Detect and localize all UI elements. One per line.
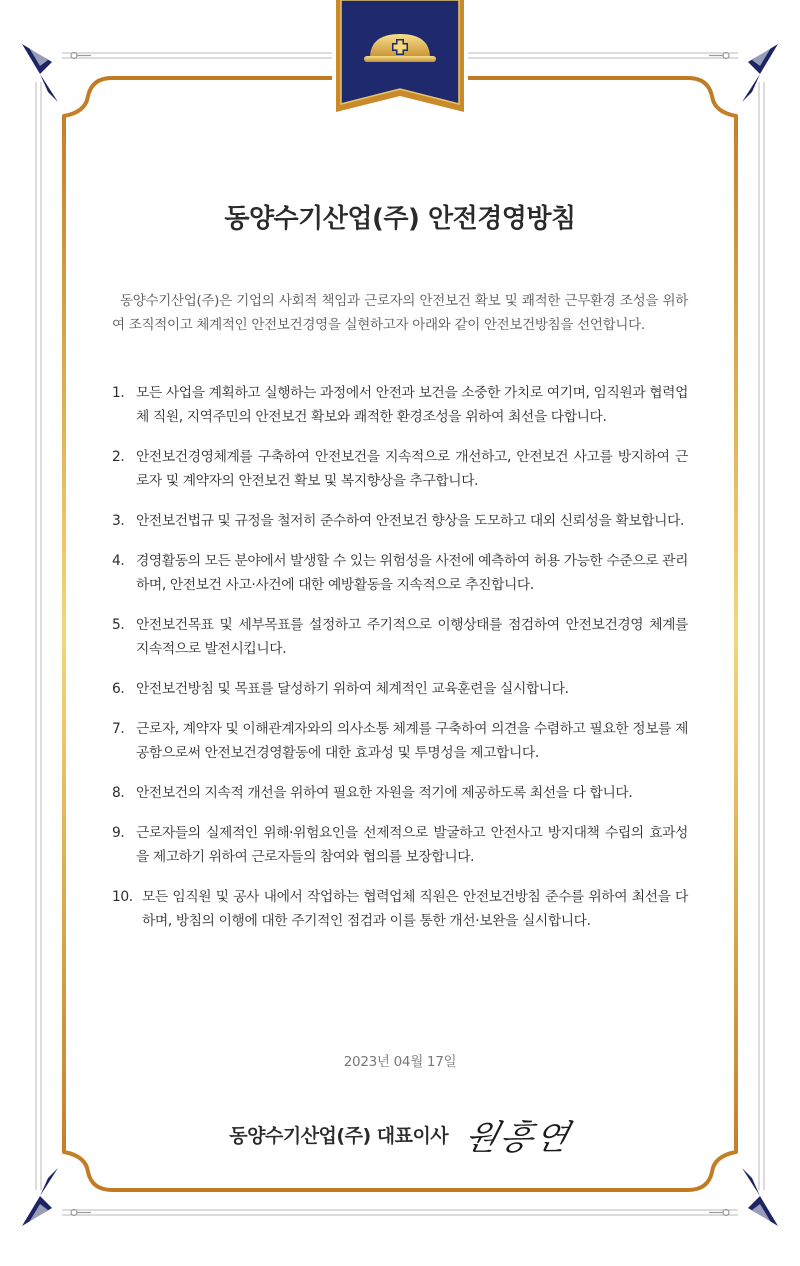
ceo-signature: 원흥연 [460, 1118, 575, 1158]
policy-list [112, 381, 688, 933]
policy-item: 4. 경영활동의 모든 분야에서 발생할 수 있는 위험성을 사전에 예측하여 허용 가능한 수준으로 관리하며, 안전보건 사고·사건에 대한 예방활동을 지속적으로 추진합니다. [112, 553, 689, 593]
policy-item: 6. 안전보건방침 및 목표를 달성하기 위하여 체계적인 교육훈련을 실시합니다. [112, 681, 569, 697]
policy-item: 1. 모든 사업을 계획하고 실행하는 과정에서 안전과 보건을 소중한 가치로 여기며, 임직원과 협력업체 직원, 지역주민의 안전보건 확보와 쾌적한 환경조성을 위하여 최선을 다합니다. [112, 385, 689, 425]
policy-item: 7. 근로자, 계약자 및 이해관계자와의 의사소통 체계를 구축하여 의견을 수렴하고 필요한 정보를 제공함으로써 안전보건경영활동에 대한 효과성 및 투명성을 제고합니다. [112, 721, 689, 761]
policy-item: 5. 안전보건목표 및 세부목표를 설정하고 주기적으로 이행상태를 점검하여 안전보건경영 체계를 지속적으로 발전시킵니다. [112, 617, 688, 657]
issue-date: 2023년 04월 17일 [343, 1054, 457, 1070]
intro-paragraph: 동양수기산업(주)은 기업의 사회적 책임과 근로자의 안전보건 확보 및 쾌적한 근무환경 조성을 위하여 조직적이고 체계적인 안전보건경영을 실현하고자 아래와 같이 안전보건방침을 선언합니다. [112, 293, 688, 333]
policy-item: 10. 모든 임직원 및 공사 내에서 작업하는 협력업체 직원은 안전보건방침 준수를 위하여 최선을 다하며, 방침의 이행에 대한 주기적인 점검과 이를 통한 개선·보완을 실시합니다. [112, 889, 688, 929]
policy-item: 8. 안전보건의 지속적 개선을 위하여 필요한 자원을 적기에 제공하도록 최선을 다 합니다. [112, 785, 633, 801]
company-representative: 동양수기산업(주) 대표이사 [229, 1125, 449, 1147]
policy-item: 3. 안전보건법규 및 규정을 철저히 준수하여 안전보건 향상을 도모하고 대외 신뢰성을 확보합니다. [112, 513, 685, 529]
policy-item: 2. 안전보건경영체계를 구축하여 안전보건을 지속적으로 개선하고, 안전보건 사고를 방지하여 근로자 및 계약자의 안전보건 확보 및 복지향상을 추구합니다. [112, 449, 688, 489]
safety-helmet-icon [360, 28, 440, 68]
document-title: 동양수기산업(주) 안전경영방침 [224, 204, 576, 234]
policy-item: 9. 근로자들의 실제적인 위해·위험요인을 선제적으로 발굴하고 안전사고 방지대책 수립의 효과성을 제고하기 위하여 근로자들의 참여와 협의를 보장합니다. [112, 825, 688, 865]
signature-block [0, 1110, 800, 1159]
document-body [112, 190, 688, 949]
